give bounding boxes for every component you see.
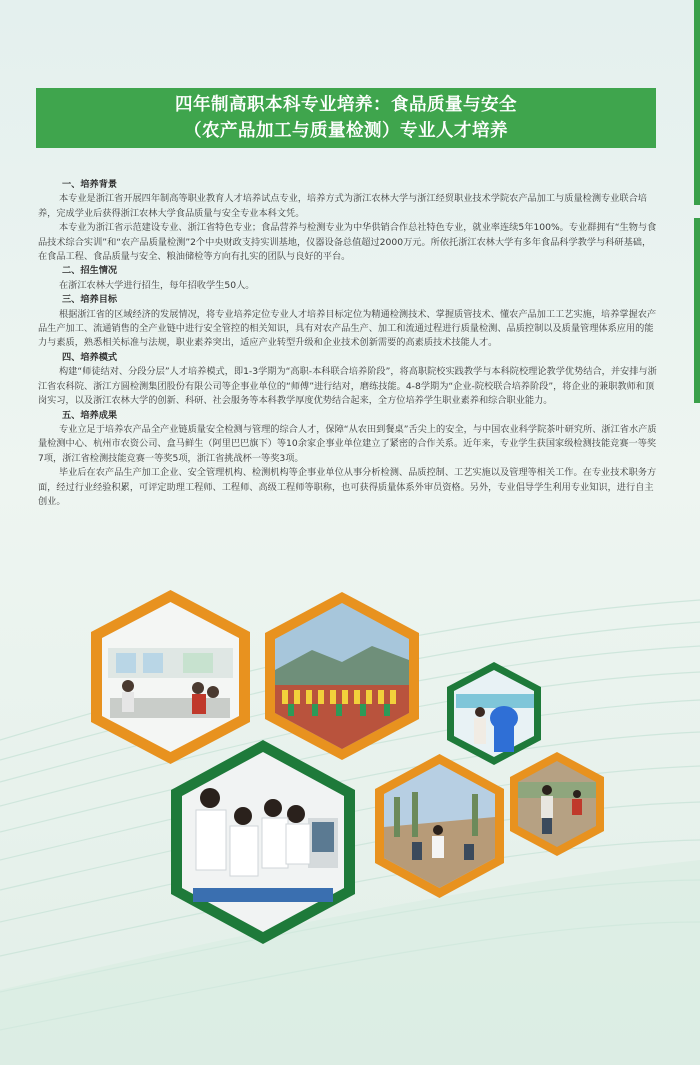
title-line-1: 四年制高职本科专业培养：食品质量与安全: [175, 95, 517, 115]
section-heading: 五、培养成果: [62, 409, 118, 421]
section-paragraph: 构建“师徒结对、分段分层”人才培养模式，即1-3学期为“高职-本科联合培养阶段”，将高职院校实践教学与本科院校理论教学优势结合，并安排与浙江省农科院、浙江方圆检测集团股份有限公司等企事业单位的“师傅”进行结对，磨练技能。4-8学期为“企业-院校联合培养阶段”，将企业的兼职教师和顶岗实习，以及浙江农林大学的创新、科研、社会服务等本科教学厚度优势结合起来，全方位培养学生职业素养和综合职业能力。: [38, 366, 657, 407]
section-heading: 三、培养目标: [62, 294, 118, 306]
photo-sports-field: [262, 590, 422, 762]
photo-field-work: [507, 750, 607, 858]
article-body: [38, 178, 658, 509]
side-accent-top: [694, 0, 700, 205]
photo-students-lab: [168, 738, 358, 946]
section-paragraph: 在浙江农林大学进行招生，每年招收学生50人。: [59, 279, 255, 291]
section-heading: 四、培养模式: [62, 351, 118, 363]
side-accent-bottom: [694, 218, 700, 403]
title-banner: [36, 88, 656, 148]
section-heading: 一、培养背景: [62, 179, 118, 190]
title-line-2: （农产品加工与质量检测）专业人才培养: [184, 121, 508, 141]
section-heading: 二、招生情况: [62, 265, 118, 277]
section-paragraph: 根据浙江省的区域经济的发展情况，将专业培养定位专业人才培养目标定位为精通检测技术、掌握质管技术、懂农产品加工工艺实施，培养掌握农产品生产加工、流通销售的全产业链中进行安全管控的相关知识，具有对农产品生产、加工和流通过程进行质量检测、品质控制以及质量管理体系应用的能力与素质，熟悉相关标准与法规，职业素养突出，适应产业转型升级和企业技术创新需要的高素质技术技能人才。: [38, 308, 657, 349]
section-paragraph: 本专业为浙江省示范建设专业、浙江省特色专业；食品营养与检测专业为中华供销合作总社特色专业，就业率连续5年100%。专业群拥有“生物与食品技术综合实训”和“农产品质量检测”2个中央财政支持实训基地，仪器设备总值超过2000万元。所依托浙江农林大学有多年食品科学教学与科研基础，在食品工程、食品质量与安全、粮油储检等方向有扎实的团队与良好的平台。: [38, 222, 657, 263]
photo-planting: [372, 752, 507, 900]
section-paragraph: 毕业后在农产品生产加工企业、安全管理机构、检测机构等企事业单位从事分析检测、品质控制、工艺实施以及管理等相关工作。在专业技术职务方面，经过行业经验积累，可评定助理工程师、工程师、高级工程师等职称，也可获得质量体系外审员资格。另外，专业倡导学生利用专业知识，进行自主创业。: [38, 467, 657, 507]
section-paragraph: 专业立足于培养农产品全产业链质量安全检测与管理的综合人才，保障“从农田到餐桌”舌尖上的安全，与中国农业科学院茶叶研究所、浙江省水产质量检测中心、杭州市农资公司、盒马鲜生（阿里巴巴旗下）等10余家企事业单位建立了紧密的合作关系。近年来，专业学生获国家级检测技能竞赛一等奖7项，浙江省检测技能竞赛一等奖5项，浙江省挑战杯一等奖3项。: [38, 423, 657, 464]
section-paragraph: 本专业是浙江省开展四年制高等职业教育人才培养试点专业，培养方式为浙江农林大学与浙江经贸职业技术学院农产品加工与质量检测专业联合培养，完成学业后获得浙江农林大学食品质量与安全专业本科文凭。: [38, 193, 647, 219]
